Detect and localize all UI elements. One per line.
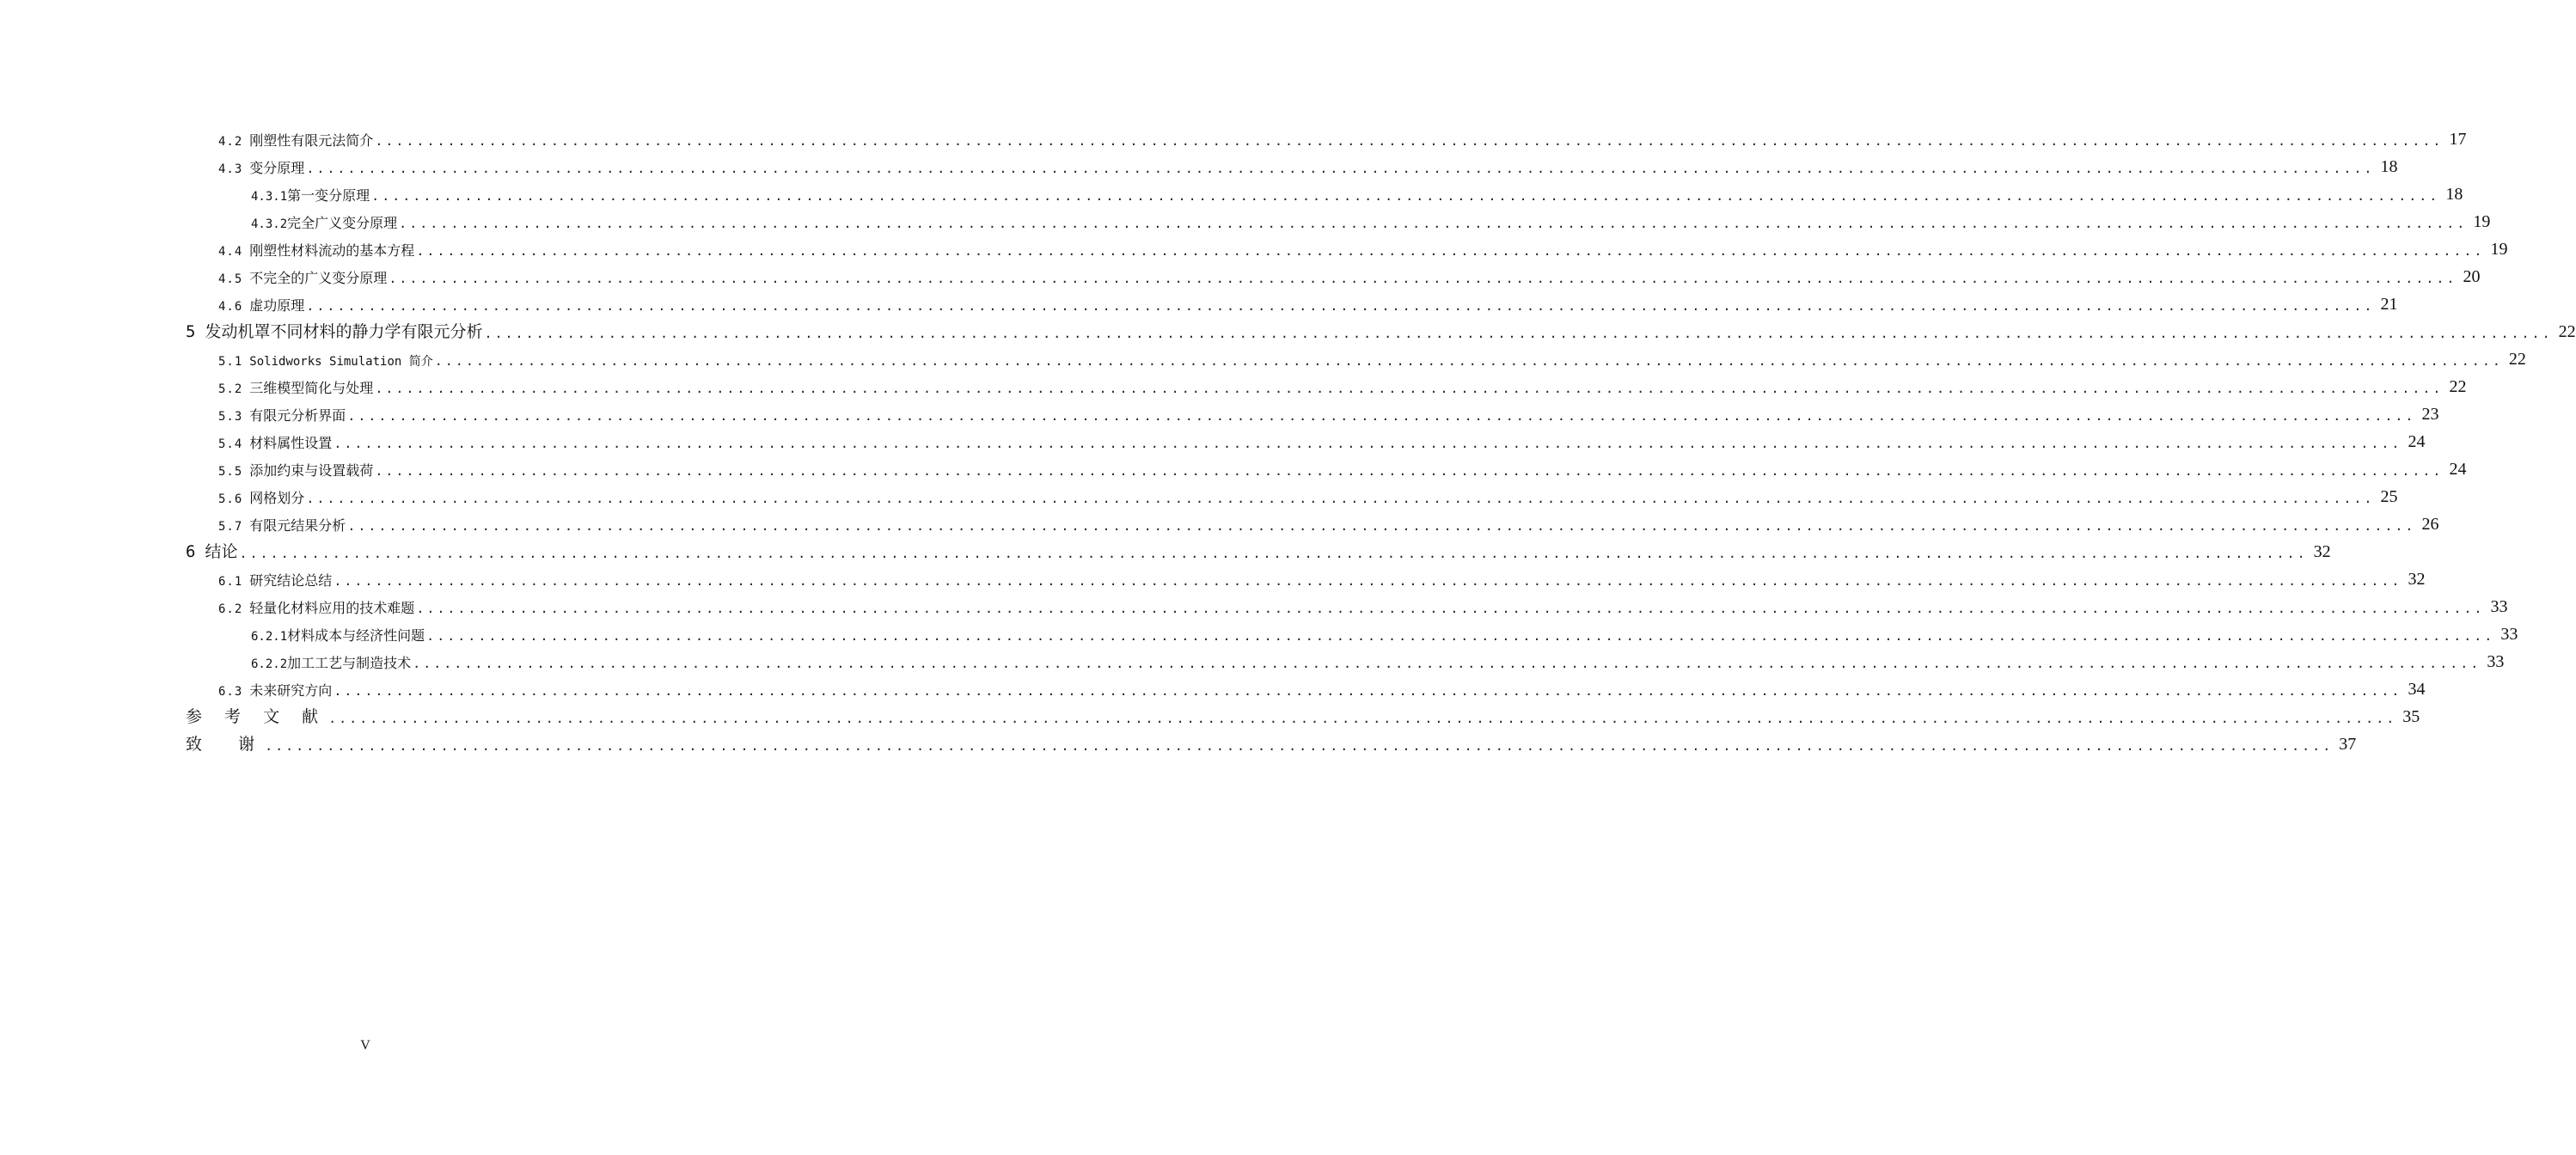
toc-entry-number: 6: [186, 542, 197, 561]
toc-entry-title: 未来研究方向: [249, 682, 333, 699]
dot-leader: ........................................................................................................................................................................................................: [375, 463, 2444, 479]
toc-entry-6-2[interactable]: [0, 588, 2508, 616]
toc-entry-number: 4.2: [218, 135, 243, 149]
toc-entry-title: 第一变分原理: [287, 187, 370, 204]
toc-entry-title: 虚功原理: [249, 297, 305, 314]
toc-entry-title: 变分原理: [249, 160, 305, 176]
toc-entry-page: 24: [2449, 460, 2467, 479]
toc-entry-title: 不完全的广义变分原理: [249, 270, 388, 286]
toc-entry-4-6[interactable]: [0, 285, 2398, 314]
toc-entry-number: 4.5: [218, 272, 243, 286]
page-number: V: [360, 1038, 370, 1053]
toc-entry-page: 22: [2508, 350, 2526, 369]
toc-entry-page: 33: [2487, 652, 2505, 671]
toc-entry-5-6[interactable]: [0, 478, 2398, 506]
dot-leader: ........................................................................................................................................................................................................: [389, 271, 2457, 286]
toc-entry-6-2-2[interactable]: [0, 643, 2505, 671]
dot-leader: ........................................................................................................................................................................................................: [375, 133, 2444, 149]
toc-entry-number: 6.2.1: [251, 630, 288, 644]
dot-leader: ........................................................................................................................................................................................................: [375, 381, 2444, 396]
dot-leader: ........................................................................................................................................................................................................: [426, 628, 2495, 644]
toc-entry-title: 结论: [205, 542, 238, 561]
toc-entry-number: 6.2.2: [251, 657, 288, 671]
dot-leader: ........................................................................................................................................................................................................: [333, 573, 2402, 589]
toc-entry-title: 材料成本与经济性问题: [287, 627, 425, 644]
toc-entry-chapter-5[interactable]: [0, 313, 2576, 341]
dot-leader: ........................................................................................................................................................................................................: [333, 683, 2402, 699]
toc-entry-5-4[interactable]: [0, 423, 2426, 451]
dot-leader: ........................................................................................................................................................................................................: [484, 326, 2553, 341]
toc-entry-number: 5: [186, 322, 197, 341]
toc-entry-number: 4.4: [218, 245, 243, 259]
toc-entry-title: 完全广义变分原理: [287, 215, 398, 231]
toc-entry-title: 添加约束与设置载荷: [249, 462, 374, 479]
dot-leader: ........................................................................................................................................................................................................: [416, 601, 2485, 616]
toc-entry-number: 5.7: [218, 520, 243, 534]
toc-entry-page: 35: [2402, 707, 2420, 726]
toc-entry-number: 6.1: [218, 575, 243, 589]
toc-entry-page: 18: [2380, 157, 2398, 176]
toc-entry-number: 5.1: [218, 355, 243, 369]
toc-entry-5-7[interactable]: [0, 505, 2439, 534]
dot-leader: ........................................................................................................................................................................................................: [347, 518, 2416, 534]
toc-entry-page: 25: [2380, 487, 2398, 506]
toc-entry-title: 研究结论总结: [249, 572, 333, 589]
dot-leader: ........................................................................................................................................................................................................: [413, 656, 2481, 671]
toc-entry-title: 发动机罩不同材料的静力学有限元分析: [205, 322, 483, 341]
toc-entry-title: 网格划分: [249, 490, 305, 506]
toc-entry-page: 21: [2380, 295, 2398, 314]
toc-entry-page: 32: [2408, 570, 2426, 589]
toc-entry-page: 19: [2490, 240, 2508, 259]
dot-leader: ........................................................................................................................................................................................................: [434, 353, 2503, 369]
toc-entry-page: 32: [2313, 542, 2331, 561]
toc-entry-number: 4.3.1: [251, 190, 288, 204]
dot-leader: ........................................................................................................................................................................................................: [416, 243, 2485, 259]
toc-entry-title: 轻量化材料应用的技术难题: [249, 600, 415, 616]
toc-entry-number: 4.3.2: [251, 217, 288, 231]
toc-entry-page: 17: [2449, 130, 2467, 149]
toc-entry-4-2[interactable]: [0, 120, 2467, 149]
toc-entry-number: 5.4: [218, 437, 243, 451]
dot-leader: ........................................................................................................................................................................................................: [306, 161, 2375, 176]
toc-entry-6-1[interactable]: [0, 560, 2426, 589]
toc-entry-4-3[interactable]: [0, 148, 2398, 176]
toc-entry-5-2[interactable]: [0, 368, 2467, 396]
dot-leader: ........................................................................................................................................................................................................: [399, 216, 2468, 231]
toc-entry-page: 37: [2339, 735, 2357, 754]
toc-entry-title: 有限元结果分析: [249, 517, 346, 534]
toc-entry-page: 33: [2500, 625, 2518, 644]
toc-entry-5-5[interactable]: [0, 450, 2467, 479]
dot-leader: ........................................................................................................................................................................................................: [347, 408, 2416, 424]
toc-entry-number: 5.6: [218, 492, 243, 506]
table-of-contents: [0, 120, 2576, 754]
toc-entry-5-1[interactable]: [0, 340, 2526, 369]
dot-leader: ........................................................................................................................................................................................................: [371, 188, 2440, 204]
toc-entry-title: 材料属性设置: [249, 435, 333, 451]
toc-entry-acknowledgements[interactable]: [0, 725, 2357, 754]
toc-entry-chapter-6[interactable]: [0, 533, 2331, 561]
toc-entry-5-3[interactable]: [0, 395, 2439, 424]
toc-entry-title: 刚塑性有限元法简介: [249, 132, 374, 149]
toc-entry-number: 4.3: [218, 162, 243, 176]
dot-leader: ........................................................................................................................................................................................................: [333, 436, 2402, 451]
toc-entry-page: 34: [2408, 680, 2426, 699]
toc-entry-4-3-2[interactable]: [0, 203, 2491, 231]
toc-entry-page: 23: [2421, 405, 2439, 424]
toc-entry-title: 有限元分析界面: [249, 407, 346, 424]
toc-entry-number: 5.3: [218, 410, 243, 424]
toc-entry-6-3[interactable]: [0, 670, 2426, 699]
toc-entry-number: 5.5: [218, 465, 243, 479]
toc-entry-page: 24: [2408, 432, 2426, 451]
toc-entry-number: 4.6: [218, 300, 243, 314]
dot-leader: ........................................................................................................................................................................................................: [328, 711, 2397, 726]
toc-entry-6-2-1[interactable]: [0, 615, 2518, 644]
dot-leader: ........................................................................................................................................................................................................: [239, 546, 2308, 561]
toc-entry-4-5[interactable]: [0, 258, 2481, 286]
toc-entry-page: 18: [2445, 185, 2463, 204]
toc-entry-title: 加工工艺与制造技术: [287, 655, 412, 671]
toc-entry-page: 22: [2449, 377, 2467, 396]
toc-entry-title: 致 谢: [186, 735, 264, 754]
toc-entry-4-3-1[interactable]: [0, 175, 2463, 204]
toc-entry-page: 20: [2463, 267, 2481, 286]
toc-entry-title: 三维模型简化与处理: [249, 380, 374, 396]
toc-entry-title: 刚塑性材料流动的基本方程: [249, 242, 415, 259]
dot-leader: ........................................................................................................................................................................................................: [265, 738, 2334, 754]
toc-entry-title: 参 考 文 献: [186, 707, 327, 726]
toc-entry-page: 22: [2558, 322, 2576, 341]
toc-entry-number: 6.2: [218, 602, 243, 616]
toc-entry-page: 33: [2490, 597, 2508, 616]
toc-entry-title: Solidworks Simulation 简介: [249, 355, 433, 369]
dot-leader: ........................................................................................................................................................................................................: [306, 491, 2375, 506]
dot-leader: ........................................................................................................................................................................................................: [306, 298, 2375, 314]
toc-entry-page: 26: [2421, 515, 2439, 534]
toc-entry-page: 19: [2473, 212, 2491, 231]
toc-entry-references[interactable]: [0, 698, 2420, 726]
toc-entry-number: 6.3: [218, 685, 243, 699]
toc-entry-number: 5.2: [218, 382, 243, 396]
toc-entry-4-4[interactable]: [0, 230, 2508, 259]
